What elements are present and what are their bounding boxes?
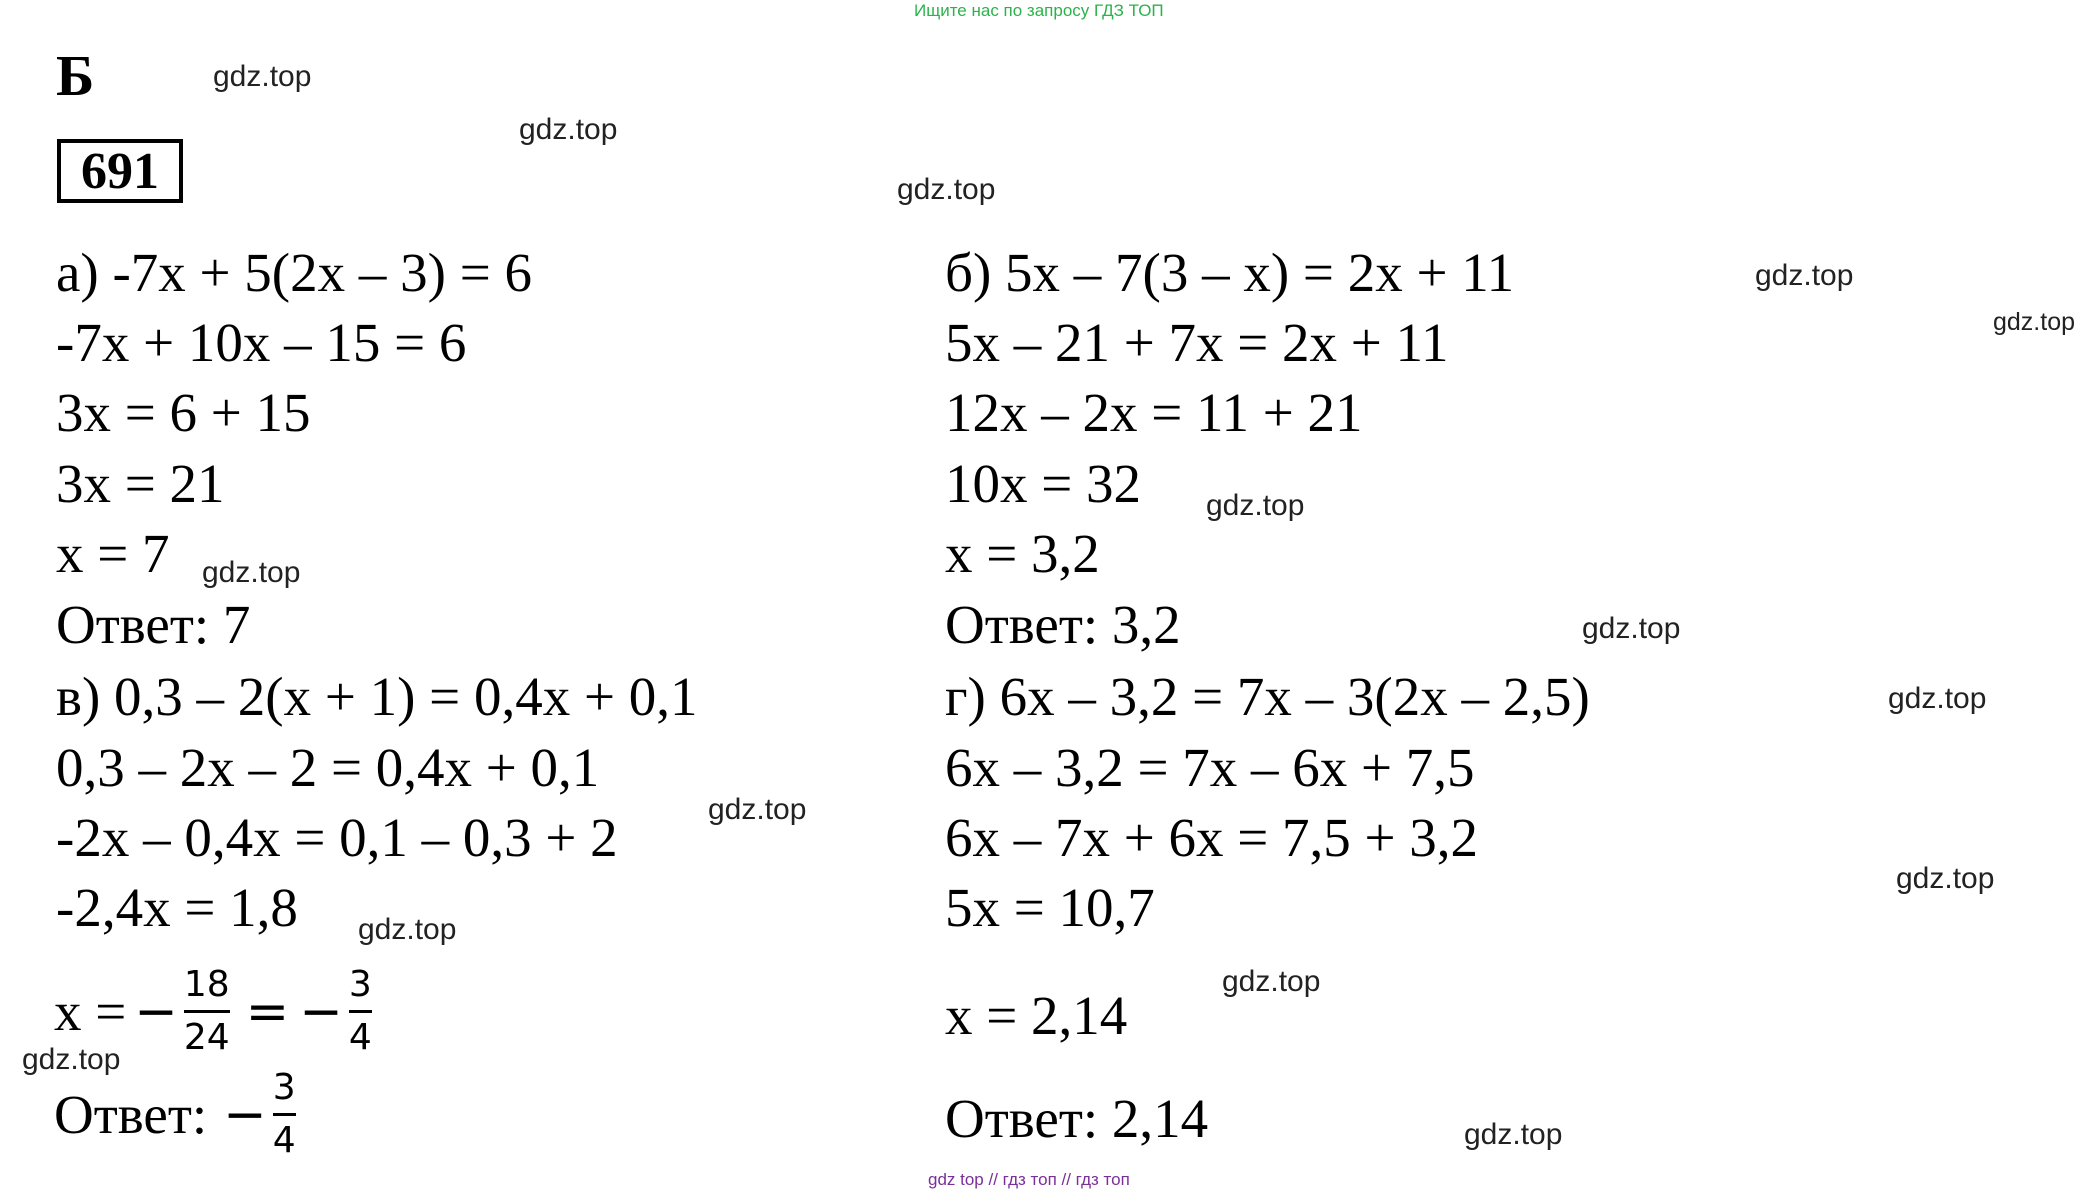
answer-fraction [273,1068,296,1161]
watermark: gdz.top [1206,489,1305,522]
part-b-line-5: x = 3,2 [945,523,1100,584]
part-a-line-2: -7x + 10x – 15 = 6 [56,312,467,373]
numerator: 3 [348,964,372,1005]
part-g-line-5: x = 2,14 [945,985,1128,1046]
part-g-line-4: 5x = 10,7 [945,877,1155,938]
watermark: gdz.top [519,113,618,146]
denominator: 4 [348,1017,372,1058]
part-g-answer: Ответ: 2,14 [945,1088,1209,1149]
x-equals: x = [54,980,127,1042]
fraction-3-4 [349,965,372,1058]
watermark: gdz.top [1582,612,1681,645]
denominator: 4 [272,1120,296,1161]
watermark: gdz.top [1993,308,2076,336]
section-letter: Б [56,43,95,108]
minus-sign: − [299,981,343,1042]
numerator: 3 [272,1067,296,1108]
part-b-line-3: 12x – 2x = 11 + 21 [945,382,1363,443]
watermark: gdz.top [1464,1118,1563,1151]
watermark: gdz.top [1222,965,1321,998]
part-b-line-2: 5x – 21 + 7x = 2x + 11 [945,312,1449,373]
watermark: gdz.top [1888,682,1987,715]
part-v-answer-row [54,1068,302,1161]
denominator: 24 [183,1017,230,1058]
answer-label: Ответ: [54,1083,208,1145]
part-v-line-4: -2,4x = 1,8 [56,877,298,938]
minus-sign: − [134,981,178,1042]
part-g-line-2: 6x – 3,2 = 7x – 6x + 7,5 [945,737,1475,798]
numerator: 18 [183,964,230,1005]
minus-sign: − [223,1084,267,1145]
part-v-line-2: 0,3 – 2x – 2 = 0,4x + 0,1 [56,737,600,798]
part-b-answer: Ответ: 3,2 [945,594,1181,655]
fraction-bar [184,1010,230,1013]
part-b-line-1: б) 5x – 7(3 – x) = 2x + 11 [945,242,1515,303]
fraction-bar [273,1113,296,1116]
footer-links[interactable]: gdz top // гдз топ // гдз топ [928,1170,1130,1189]
part-g-line-1: г) 6x – 3,2 = 7x – 3(2x – 2,5) [945,666,1590,727]
equals-sign: = [245,981,290,1042]
part-b-line-4: 10x = 32 [945,453,1142,514]
watermark: gdz.top [213,60,312,93]
top-search-link[interactable]: Ищите нас по запросу ГДЗ ТОП [914,1,1164,20]
watermark: gdz.top [897,173,996,206]
task-number-box: 691 [57,139,183,203]
fraction-bar [349,1010,372,1013]
watermark: gdz.top [1896,862,1995,895]
watermark: gdz.top [358,913,457,946]
watermark: gdz.top [22,1043,121,1076]
watermark: gdz.top [1755,259,1854,292]
part-a-line-5: x = 7 [56,523,170,584]
part-a-line-1: а) -7x + 5(2x – 3) = 6 [56,242,532,303]
part-a-answer: Ответ: 7 [56,594,251,655]
part-g-line-3: 6x – 7x + 6x = 7,5 + 3,2 [945,807,1479,868]
part-a-line-4: 3x = 21 [56,453,225,514]
part-a-line-3: 3x = 6 + 15 [56,382,311,443]
fraction-18-24 [184,965,230,1058]
part-v-line-1: в) 0,3 – 2(x + 1) = 0,4x + 0,1 [56,666,698,727]
watermark: gdz.top [202,556,301,589]
part-v-line-3: -2x – 0,4x = 0,1 – 0,3 + 2 [56,807,618,868]
watermark: gdz.top [708,793,807,826]
